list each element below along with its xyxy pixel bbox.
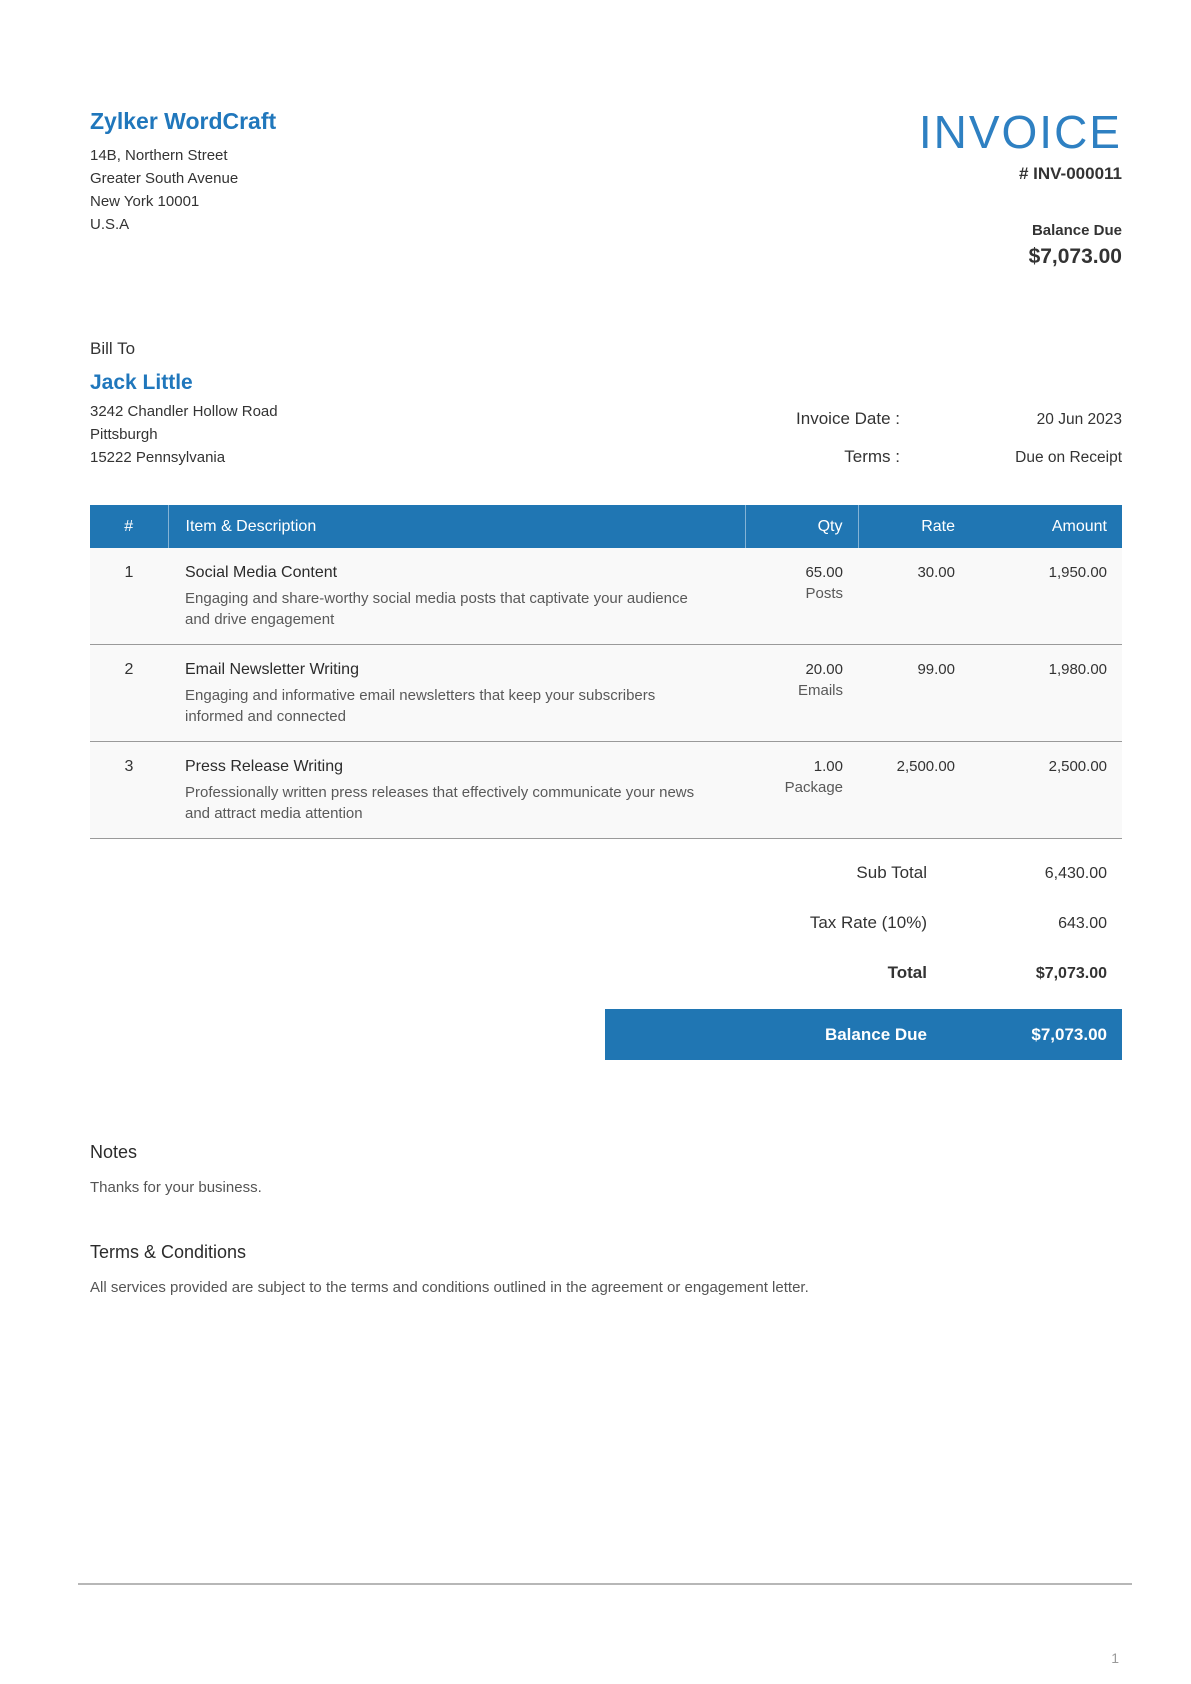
subtotal-value: 6,430.00 xyxy=(1044,865,1107,882)
item-qty: 65.00 xyxy=(805,564,843,581)
table-row xyxy=(90,645,1122,742)
row-item-cell xyxy=(168,645,745,742)
billto-meta-row xyxy=(90,339,1122,469)
item-rate: 2,500.00 xyxy=(858,742,970,839)
row-index: 1 xyxy=(90,548,168,645)
company-address-line: Greater South Avenue xyxy=(90,170,239,187)
item-rate: 30.00 xyxy=(858,548,970,645)
invoice-meta-block xyxy=(650,409,1122,467)
item-description: Engaging and informative email newsletters that keep your subscribers informed and connected xyxy=(185,687,656,725)
terms-conditions-section xyxy=(90,1242,1122,1296)
subtotal-label: Sub Total xyxy=(856,863,927,882)
terms-row xyxy=(650,447,1122,467)
item-rate: 99.00 xyxy=(858,645,970,742)
notes-section xyxy=(90,1142,1122,1196)
balance-bar-value: $7,073.00 xyxy=(1031,1024,1107,1044)
row-qty-cell xyxy=(745,742,858,839)
company-address-line: 14B, Northern Street xyxy=(90,147,228,164)
terms-conditions-body: All services provided are subject to the terms and conditions outlined in the agreement or engagement letter. xyxy=(90,1279,809,1296)
bill-to-label: Bill To xyxy=(90,339,136,358)
bill-to-block xyxy=(90,339,278,469)
tax-label: Tax Rate (10%) xyxy=(809,913,927,932)
invoice-title: INVOICE xyxy=(918,106,1122,158)
customer-name: Jack Little xyxy=(90,371,193,394)
page-number: 1 xyxy=(1111,1650,1119,1666)
company-block xyxy=(90,108,276,269)
customer-address-line: 15222 Pennsylvania xyxy=(90,449,226,466)
notes-body: Thanks for your business. xyxy=(90,1179,262,1196)
table-row xyxy=(90,742,1122,839)
column-header-item: Item & Description xyxy=(168,505,745,548)
column-header-index: # xyxy=(90,505,168,548)
terms-label: Terms : xyxy=(844,447,900,466)
customer-address-line: 3242 Chandler Hollow Road xyxy=(90,403,278,420)
line-items-table xyxy=(90,505,1122,839)
item-description: Engaging and share-worthy social media posts that captivate your audience and drive engagement xyxy=(185,590,688,628)
total-value: $7,073.00 xyxy=(1035,965,1107,982)
company-address-line: U.S.A xyxy=(90,216,130,233)
terms-conditions-heading: Terms & Conditions xyxy=(90,1242,247,1262)
invoice-header xyxy=(90,108,1122,269)
row-item-cell xyxy=(168,742,745,839)
row-qty-cell xyxy=(745,548,858,645)
row-index: 3 xyxy=(90,742,168,839)
invoice-date-row xyxy=(650,409,1122,429)
company-name: Zylker WordCraft xyxy=(90,108,277,134)
notes-heading: Notes xyxy=(90,1142,138,1162)
balance-due-bar xyxy=(605,1009,1122,1060)
item-unit: Emails xyxy=(797,682,843,699)
company-address-line: New York 10001 xyxy=(90,193,200,210)
invoice-title-block xyxy=(919,108,1122,269)
row-qty-cell xyxy=(745,645,858,742)
subtotal-row xyxy=(605,863,1122,883)
invoice-date-label: Invoice Date : xyxy=(796,409,900,428)
terms-value: Due on Receipt xyxy=(1015,449,1122,466)
tax-row xyxy=(605,913,1122,933)
page-bottom-divider xyxy=(78,1583,1132,1585)
item-title: Email Newsletter Writing xyxy=(185,661,359,678)
balance-bar-label: Balance Due xyxy=(824,1024,927,1044)
item-amount: 1,950.00 xyxy=(970,548,1122,645)
column-header-rate: Rate xyxy=(858,505,970,548)
table-row xyxy=(90,548,1122,645)
tax-value: 643.00 xyxy=(1058,915,1107,932)
column-header-amount: Amount xyxy=(970,505,1122,548)
customer-address-line: Pittsburgh xyxy=(90,426,158,443)
item-description: Professionally written press releases that effectively communicate your news and attract media attention xyxy=(185,784,695,822)
invoice-number: # INV-000011 xyxy=(1018,164,1122,183)
item-unit: Posts xyxy=(805,585,843,602)
totals-section xyxy=(605,863,1122,1060)
item-unit: Package xyxy=(784,779,843,796)
column-header-qty: Qty xyxy=(745,505,858,548)
item-title: Press Release Writing xyxy=(185,758,343,775)
item-title: Social Media Content xyxy=(185,564,338,581)
invoice-date-value: 20 Jun 2023 xyxy=(1036,411,1122,428)
balance-due-label: Balance Due xyxy=(1031,222,1122,239)
item-qty: 20.00 xyxy=(805,661,843,678)
row-index: 2 xyxy=(90,645,168,742)
table-header-row xyxy=(90,505,1122,548)
item-amount: 1,980.00 xyxy=(970,645,1122,742)
invoice-content xyxy=(90,0,1122,1296)
row-item-cell xyxy=(168,548,745,645)
total-label: Total xyxy=(887,963,927,982)
item-amount: 2,500.00 xyxy=(970,742,1122,839)
item-qty: 1.00 xyxy=(813,758,843,775)
total-row xyxy=(605,963,1122,983)
balance-due-amount: $7,073.00 xyxy=(1028,245,1122,268)
